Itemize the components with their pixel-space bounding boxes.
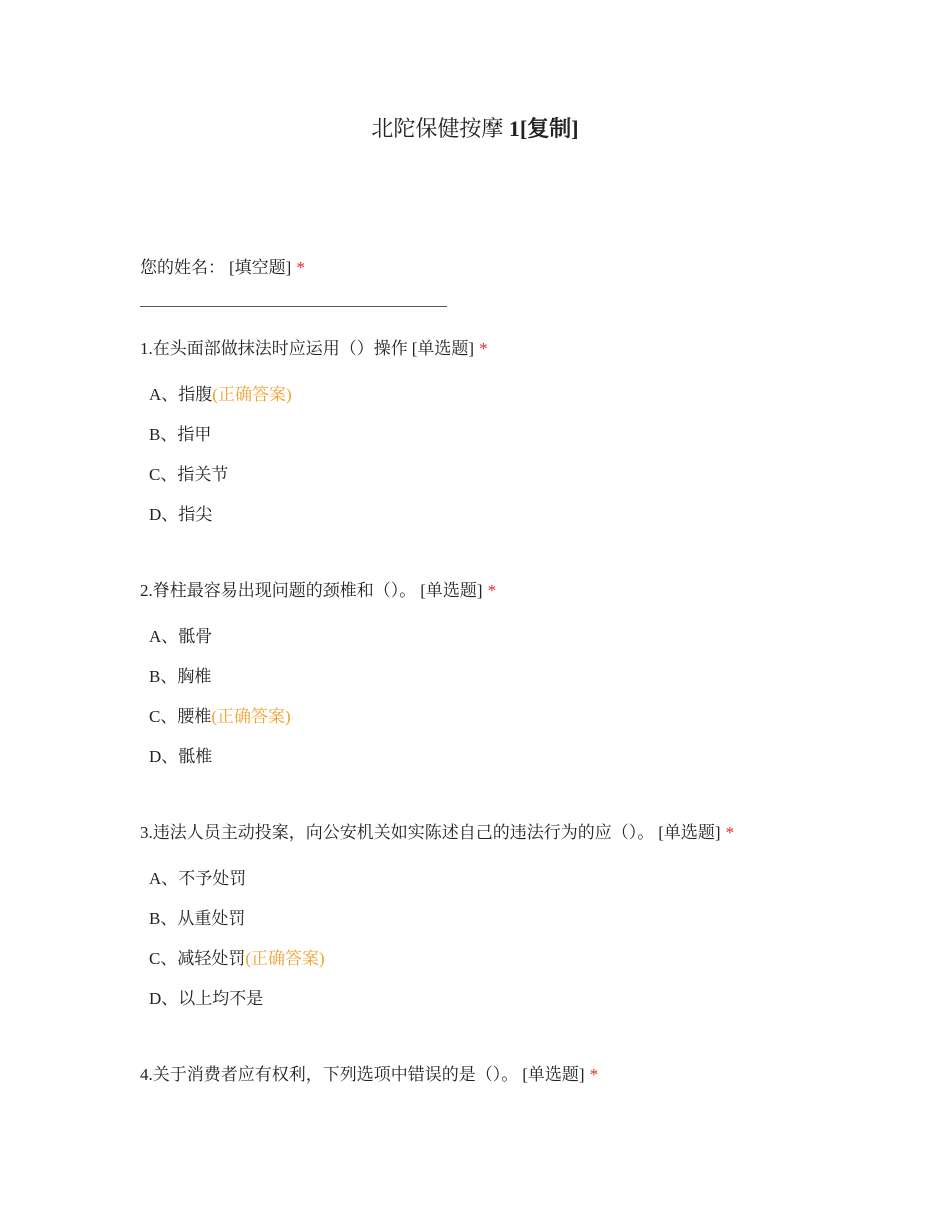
option-3c[interactable]	[149, 944, 325, 969]
required-mark: *	[725, 823, 735, 842]
option-label: A、指腹	[149, 385, 213, 404]
option-label: A、不予处罚	[149, 869, 247, 888]
question-2	[140, 576, 496, 601]
option-label: D、以上均不是	[149, 989, 264, 1008]
question-type: [单选题]	[658, 823, 721, 842]
name-question-label: 您的姓名：	[140, 258, 225, 277]
option-label: D、骶椎	[149, 747, 213, 766]
correct-answer-tag: (正确答案)	[245, 949, 325, 968]
option-2a[interactable]	[149, 622, 212, 647]
question-4	[140, 1060, 598, 1085]
question-text: 2.脊柱最容易出现问题的颈椎和（）。	[140, 581, 417, 600]
option-1a[interactable]	[149, 380, 292, 405]
option-label: B、胸椎	[149, 667, 212, 686]
question-1	[140, 334, 488, 359]
option-2c[interactable]	[149, 702, 291, 727]
option-3d[interactable]	[149, 984, 263, 1009]
option-1d[interactable]	[149, 500, 212, 525]
option-1c[interactable]	[149, 460, 228, 485]
question-type: [单选题]	[411, 339, 475, 358]
option-label: C、减轻处罚	[149, 949, 246, 968]
question-3	[140, 818, 734, 843]
question-type: [单选题]	[420, 581, 483, 600]
required-mark: *	[479, 339, 488, 358]
option-3a[interactable]	[149, 864, 246, 889]
required-mark: *	[296, 258, 305, 277]
name-question	[140, 253, 305, 278]
name-answer-line[interactable]	[140, 306, 447, 307]
question-type: [填空题]	[229, 258, 292, 277]
required-mark: *	[589, 1065, 599, 1084]
page-title	[0, 112, 950, 143]
option-1b[interactable]	[149, 420, 211, 445]
required-mark: *	[487, 581, 497, 600]
option-label: C、腰椎	[149, 707, 212, 726]
correct-answer-tag: (正确答案)	[212, 385, 292, 404]
option-3b[interactable]	[149, 904, 245, 929]
question-type: [单选题]	[522, 1065, 585, 1084]
title-main: 北陀保健按摩	[371, 116, 504, 141]
title-suffix: 1[复制]	[508, 116, 579, 141]
question-text: 4.关于消费者应有权利，下列选项中错误的是（）。	[140, 1065, 519, 1084]
option-2b[interactable]	[149, 662, 211, 687]
option-label: C、指关节	[149, 465, 229, 484]
option-label: B、指甲	[149, 425, 212, 444]
correct-answer-tag: (正确答案)	[211, 707, 291, 726]
option-2d[interactable]	[149, 742, 212, 767]
option-label: A、骶骨	[149, 627, 213, 646]
option-label: D、指尖	[149, 505, 213, 524]
question-text: 1.在头面部做抹法时应运用（）操作	[140, 339, 408, 358]
question-text: 3.违法人员主动投案，向公安机关如实陈述自己的违法行为的应（）。	[140, 823, 655, 842]
option-label: B、从重处罚	[149, 909, 246, 928]
